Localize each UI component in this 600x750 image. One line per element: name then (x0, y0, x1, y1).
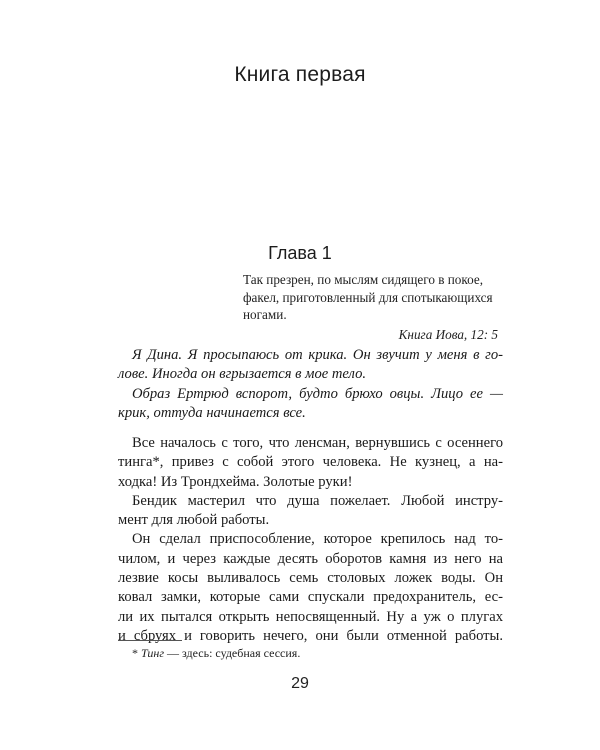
epigraph-line: ногами. (243, 307, 287, 322)
body-paragraphs (118, 434, 503, 646)
text-line: лезвие косы выливалось семь столовых ложек воды. Он (118, 570, 503, 587)
epigraph-line: факел, приготовленный для спотыкающихся (243, 289, 493, 305)
footnote (132, 646, 300, 661)
text-line: Все началось с того, что ленсман, вернувшись с осеннего (132, 435, 503, 451)
text-line: Я Дина. Я просыпаюсь от крика. Он звучит у меня в го- (132, 347, 503, 363)
footnote-text: — здесь: судебная сессия. (167, 646, 301, 660)
text-line: чилом, и через каждые десять оборотов камня из него на (118, 550, 503, 567)
footnote-marker: * (132, 646, 138, 660)
footnote-divider (118, 640, 182, 641)
text-line: ли их пытался открыть непосвященный. Ну а уж о плугах (118, 608, 503, 625)
text-line: и сбруях и говорить нечего, они были отменной работы. (118, 627, 503, 644)
text-line: крик, оттуда начинается все. (118, 404, 306, 421)
text-line: ковал замки, которые сами спускали предохранитель, ес- (118, 589, 503, 606)
footnote-term: Тинг (141, 646, 165, 660)
text-line: лове. Иногда он вгрызается в мое тело. (118, 366, 367, 383)
text-line: Бендик мастерил что душа пожелает. Любой инстру- (132, 492, 503, 509)
page-number: 29 (291, 675, 309, 692)
text-line: ходка! Из Трондхейма. Золотые руки! (118, 473, 353, 490)
italic-paragraphs (118, 346, 503, 423)
text-line: Он сделал приспособление, которое крепилось над то- (132, 531, 503, 548)
text-line: Образ Ертрюд вспорот, будто брюхо овцы. Лицо ее — (132, 385, 503, 402)
book-title: Книга первая (234, 63, 366, 86)
epigraph-line: Так презрен, по мыслям сидящего в покое, (243, 272, 484, 287)
epigraph-source: Книга Иова, 12: 5 (398, 326, 498, 342)
text-line: тинга*, привез с собой этого человека. Не кузнец, а на- (118, 454, 503, 471)
chapter-title: Глава 1 (268, 243, 332, 263)
text-line: мент для любой работы. (118, 512, 270, 529)
epigraph (243, 271, 498, 343)
